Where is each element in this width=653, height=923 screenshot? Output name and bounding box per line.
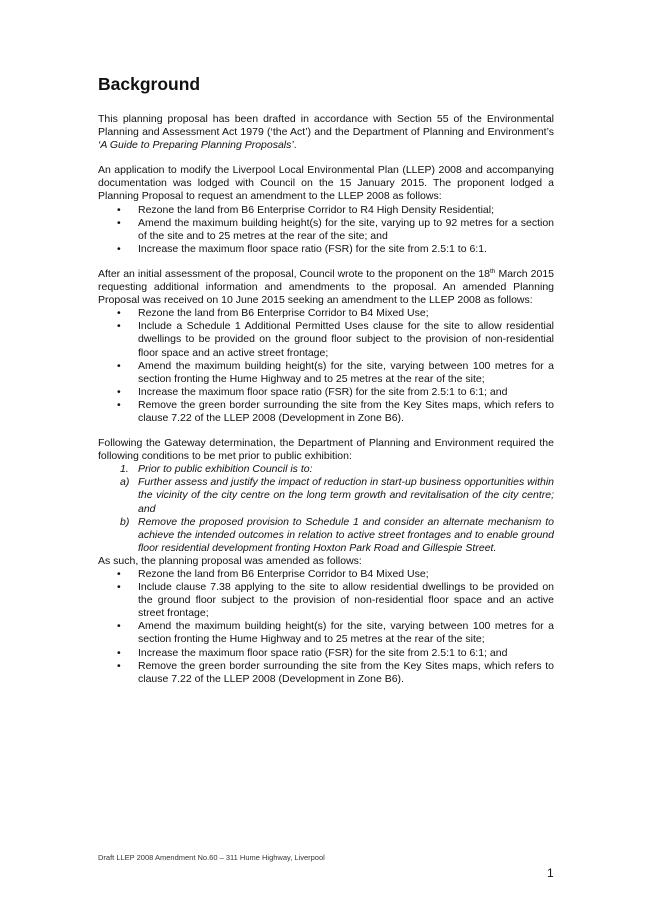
- list-item: • Amend the maximum building height(s) for the site, varying between 100 metres for a section fronting the Hume Highway and to 25 metres at the rear of the site;: [98, 620, 554, 646]
- guide-title: ‘A Guide to Preparing Planning Proposals’: [98, 139, 294, 152]
- list-item: • Increase the maximum floor space ratio (FSR) for the site from 2.5:1 to 6:1.: [98, 243, 554, 256]
- assessment-text-cont: March 2015 requesting additional information and amendments to the proposal. An amended Planning Proposal was received on 10 June 2015 seeking an amendment to the LLEP 2008 as follows:: [98, 267, 555, 307]
- condition-text: Further assess and justify the impact of reduction in start-up business opportunities within the vicinity of the city centre on the long term growth and revitalisation of the city centre; and: [138, 476, 554, 515]
- assessment-paragraph: [98, 268, 554, 307]
- condition-item: [98, 476, 554, 515]
- intro-text: This planning proposal has been drafted in accordance with Section 55 of the Environmental Planning and Assessment Act 1979 (‘the Act’) and the Department of Planning and Environment’s: [98, 113, 554, 139]
- final-proposal-list: [98, 568, 554, 686]
- page-number: 1: [547, 866, 554, 880]
- amendment-paragraph: As such, the planning proposal was amended as follows:: [98, 554, 362, 567]
- intro-paragraph: [98, 113, 554, 152]
- condition-text: Remove the proposed provision to Schedule 1 and consider an alternate mechanism to achieve the intended outcomes in relation to active street frontages and to enable ground floor residential development fronting Hoxton Park Road and Gillespie Street.: [138, 515, 554, 554]
- intro-text-end: .: [293, 139, 297, 152]
- application-paragraph: An application to modify the Liverpool Local Environmental Plan (LLEP) 2008 and accompanying documentation was lodged with Council on the 15 January 2015. The proponent lodged a Planning Proposal to request an amendment to the LLEP 2008 as follows:: [98, 164, 554, 203]
- list-item: • Rezone the land from B6 Enterprise Corridor to B4 Mixed Use;: [98, 568, 554, 581]
- original-proposal-list: [98, 204, 554, 256]
- amended-proposal-list: [98, 307, 554, 425]
- condition-marker: b): [120, 515, 130, 528]
- list-item: • Increase the maximum floor space ratio (FSR) for the site from 2.5:1 to 6:1; and: [98, 647, 554, 660]
- condition-marker: a): [120, 476, 130, 489]
- page-footer: Draft LLEP 2008 Amendment No.60 – 311 Hume Highway, Liverpool: [98, 853, 325, 862]
- assessment-text: After an initial assessment of the proposal, Council wrote to the proponent on the 18: [98, 267, 490, 280]
- list-item: • Amend the maximum building height(s) for the site, varying between 100 metres for a section fronting the Hume Highway and to 25 metres at the rear of the site;: [98, 360, 554, 386]
- list-item: • Amend the maximum building height(s) for the site, varying up to 92 metres for a section of the site and to 25 metres at the rear of the site; and: [98, 217, 554, 243]
- list-item: • Remove the green border surrounding the site from the Key Sites maps, which refers to clause 7.22 of the LLEP 2008 (Development in Zone B6).: [98, 399, 554, 425]
- list-item: • Include clause 7.38 applying to the site to allow residential dwellings to be provided on the ground floor subject to the provision of non-residential floor space and an active street frontage;: [98, 581, 554, 620]
- gateway-conditions-list: [98, 463, 554, 555]
- list-item: • Rezone the land from B6 Enterprise Corridor to R4 High Density Residential;: [98, 204, 554, 217]
- condition-item: [98, 516, 554, 555]
- section-heading: Background: [98, 74, 201, 94]
- list-item: • Rezone the land from B6 Enterprise Corridor to B4 Mixed Use;: [98, 307, 554, 320]
- list-item: • Increase the maximum floor space ratio (FSR) for the site from 2.5:1 to 6:1; and: [98, 386, 554, 399]
- document-body: [98, 73, 554, 686]
- list-item: • Include a Schedule 1 Additional Permitted Uses clause for the site to allow residential dwellings to be provided on the ground floor subject to the provision of non-residential floor space and an active street frontage;: [98, 320, 554, 359]
- condition-item: [98, 463, 554, 476]
- condition-text: Prior to public exhibition Council is to:: [138, 463, 313, 476]
- ordinal-suffix: th: [490, 267, 496, 275]
- condition-marker: 1.: [120, 463, 129, 476]
- list-item: • Remove the green border surrounding the site from the Key Sites maps, which refers to clause 7.22 of the LLEP 2008 (Development in Zone B6).: [98, 660, 554, 686]
- gateway-paragraph: Following the Gateway determination, the Department of Planning and Environment required the following conditions to be met prior to public exhibition:: [98, 437, 554, 463]
